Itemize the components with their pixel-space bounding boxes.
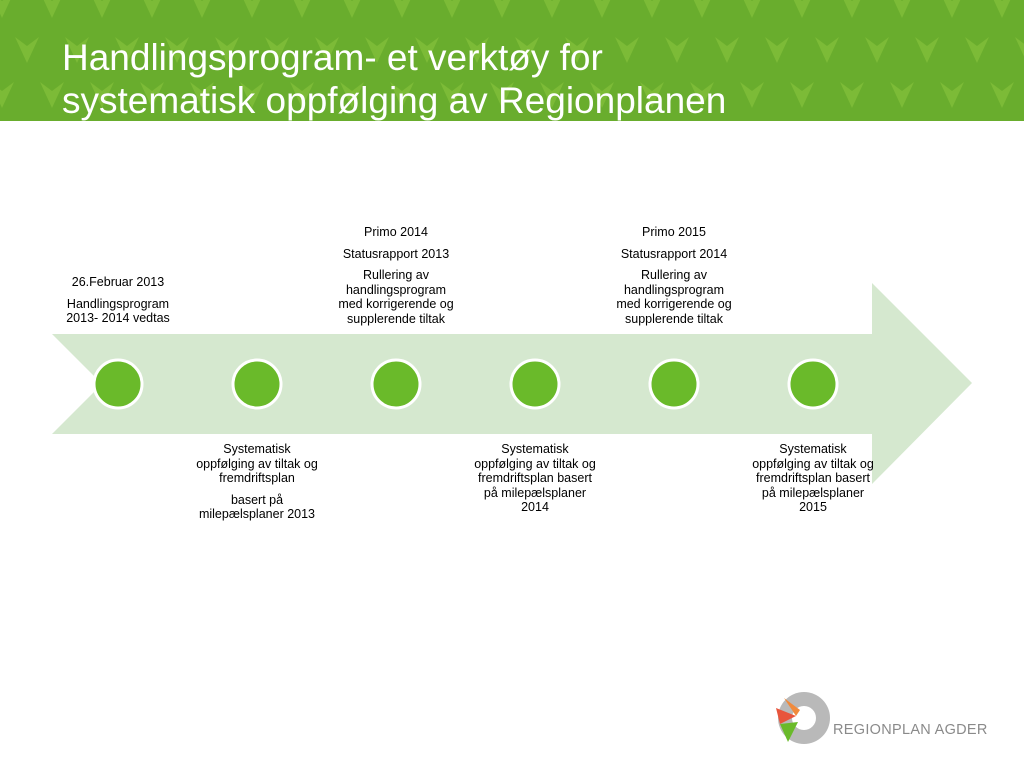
timeline-node-6: [789, 360, 837, 408]
label-line: Primo 2015: [642, 225, 706, 239]
milestone-label-below-4: [473, 442, 597, 522]
slide-title-line-2: systematisk oppfølging av Regionplanen: [62, 80, 727, 121]
timeline-node-3: [372, 360, 420, 408]
label-line: Systematisk oppfølging av tiltak og fremdriftsplan basert på milepælsplaner 2015: [752, 442, 874, 514]
milestone-label-above-3: [334, 225, 458, 333]
milestone-label-above-1: [56, 275, 180, 333]
logo-text: REGIONPLAN AGDER: [833, 722, 988, 738]
milestone-label-below-2: [195, 442, 319, 529]
timeline-node-5: [650, 360, 698, 408]
label-line: Primo 2014: [364, 225, 428, 239]
slide-title-line-1: Handlingsprogram- et verktøy for: [62, 37, 603, 78]
milestone-label-above-5: [612, 225, 736, 333]
timeline-node-2: [233, 360, 281, 408]
timeline-node-4: [511, 360, 559, 408]
label-line: Statusrapport 2013: [342, 246, 450, 261]
label-line: Rullering av handlingsprogram med korrigerende og supplerende tiltak: [616, 268, 732, 326]
label-line: Handlingsprogram 2013- 2014 vedtas: [66, 296, 170, 325]
label-line: 26.Februar 2013: [71, 275, 165, 289]
label-line: Statusrapport 2014: [620, 246, 728, 261]
milestone-label-below-6: [751, 442, 875, 522]
timeline-node-1: [94, 360, 142, 408]
label-line: Rullering av handlingsprogram med korrigerende og supplerende tiltak: [338, 268, 454, 326]
label-line: Systematisk oppfølging av tiltak og fremdriftsplan basert på milepælsplaner 2014: [474, 442, 596, 514]
label-line: basert på milepælsplaner 2013: [198, 492, 316, 521]
regionplan-agder-logo-icon: [774, 690, 994, 750]
label-line: Systematisk oppfølging av tiltak og fremdriftsplan: [196, 442, 318, 485]
